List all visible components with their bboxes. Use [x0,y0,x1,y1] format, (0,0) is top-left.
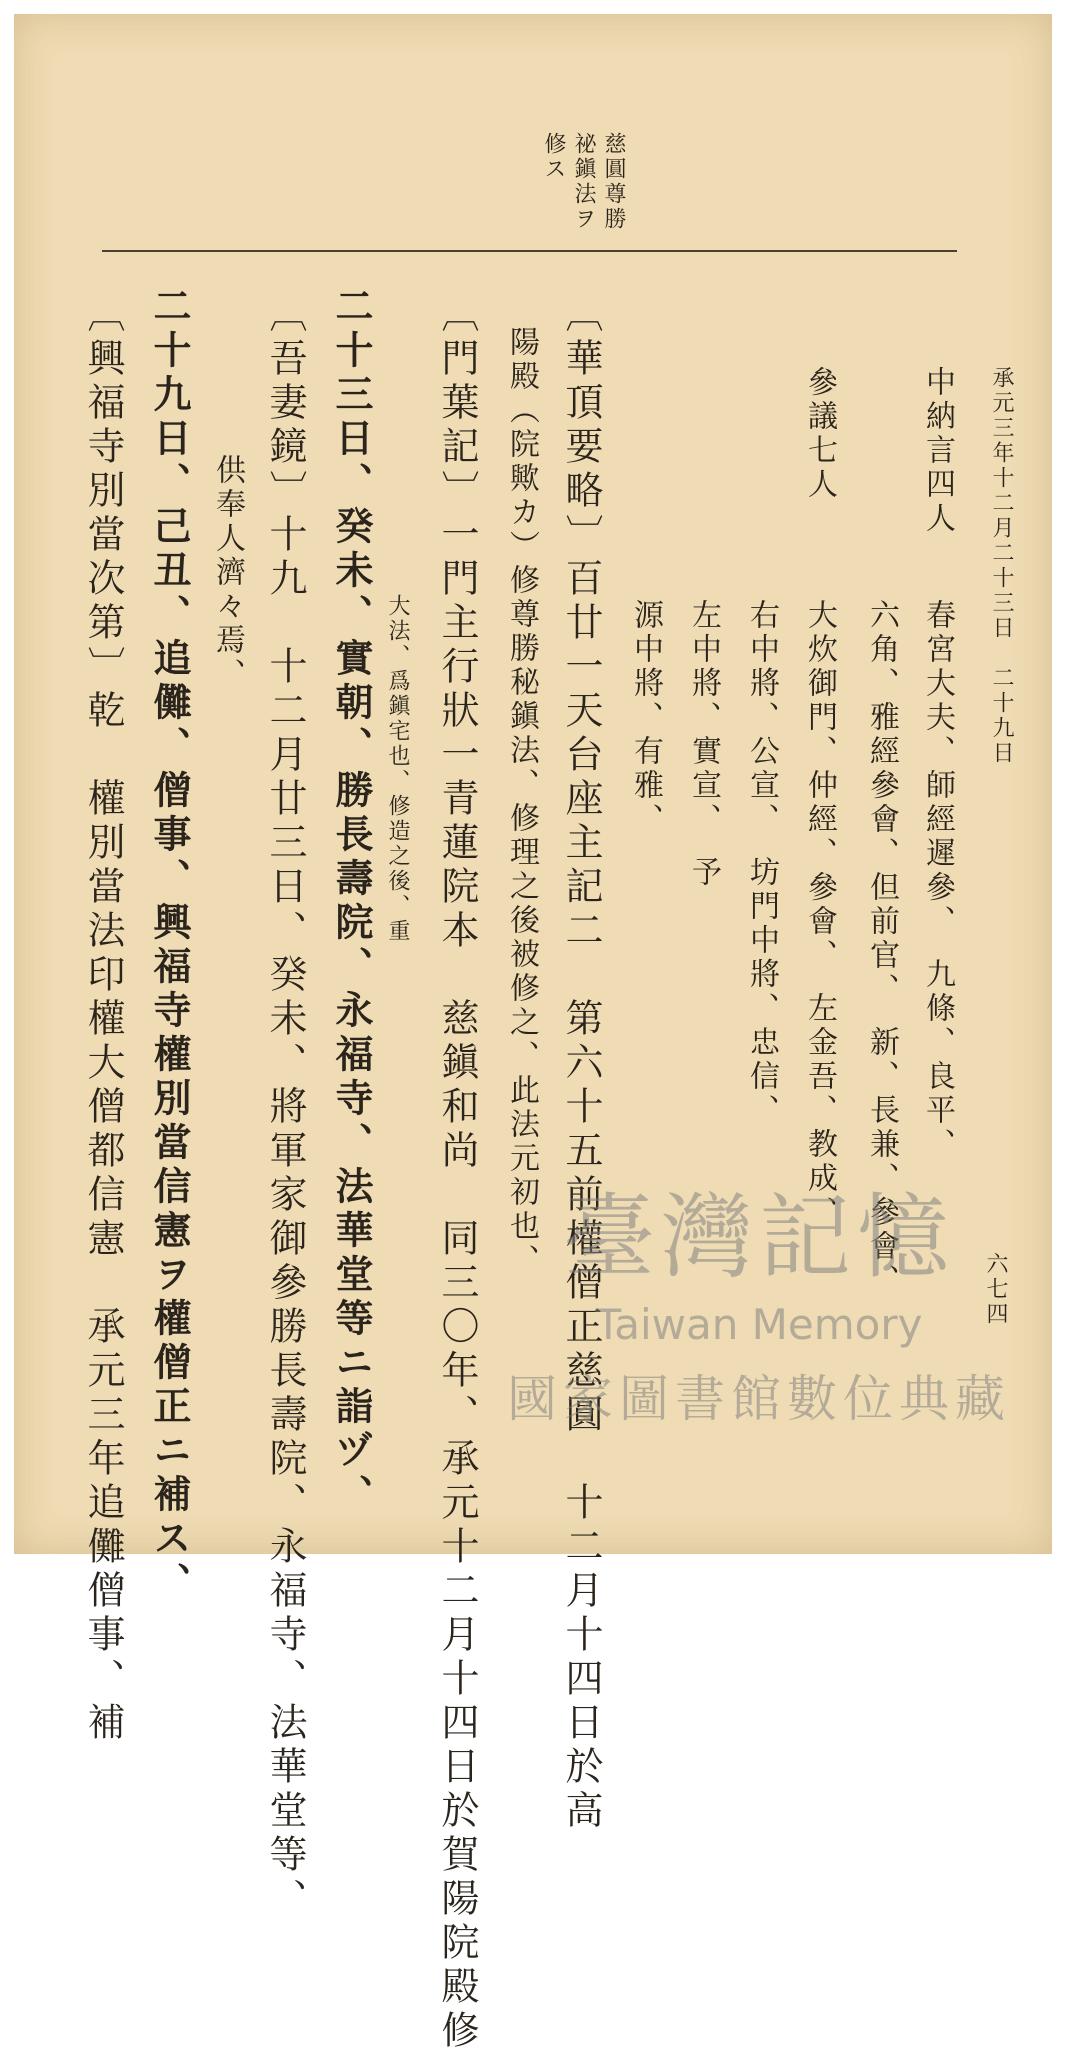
text-column-14: 〔吾妻鏡〕十九 十二月廿三日、癸未、將軍家御參勝長壽院、永福寺、法華堂等、 [263,294,307,1922]
text-column-5: 大炊御門、仲經、參會、 左金吾、教成、 [802,599,837,1230]
text-column-17: 〔興福寺別當次第〕乾 權別當法印權大僧都信憲 承元三年追儺僧事、補 [81,294,125,1746]
text-column-1: 中納言四人 [920,366,955,536]
running-head: 承元三年十二月二十三日 二十九日 [989,366,1014,766]
text-column-15: 供奉人濟々焉、 [210,454,245,692]
text-column-3: 六角、雅經參會、但前官、 新、長兼、參會、 [864,599,899,1298]
text-column-13: 二十三日、癸未、實朝、勝長壽院、永福寺、法華堂等ニ詣ヅ、 [329,286,374,1518]
text-column-12: 大法、爲鎭宅也、修造之後、重 [385,594,410,944]
side-note-line-1: 慈圓尊勝 [601,132,626,232]
side-note-line-2: 祕鎭法ヲ [571,132,596,232]
text-column-7: 左中將、實宣、 予 [686,599,721,890]
watermark [504,1164,1014,1474]
text-column-6: 右中將、公宣、 坊門中將、忠信、 [744,599,779,1128]
watermark-english: Taiwan Memory [595,1300,923,1349]
watermark-library: 國家圖書館數位典藏 [507,1370,1011,1428]
text-column-2: 春宮大夫、師經遲參、 九條、良平、 [920,599,955,1162]
text-column-10: 陽殿（院歟カ）修尊勝秘鎭法、修理之後被修之、此法元初也、 [504,326,539,1278]
text-column-16: 二十九日、己丑、追儺、僧事、興福寺權別當信憲ヲ權僧正ニ補ス、 [147,286,192,1606]
text-column-4: 參議七人 [802,366,837,502]
text-column-11: 〔門葉記〕一門主行狀一青蓮院本 慈鎭和尚 同三〇年、承元十二月十四日於賀陽院殿修 [435,294,479,2054]
page-number: 六七四 [983,1252,1008,1327]
book-page [14,14,1052,2054]
side-note-line-3: 修ス [541,132,566,182]
header-rule [102,250,957,252]
text-column-9: 〔華頂要略〕百廿一天台座主記二 第六十五前權僧正慈圓 十二月十四日於高 [559,294,603,1834]
text-column-8: 源中將、有雅、 [628,599,663,837]
watermark-title: 臺灣記憶 [562,1184,955,1291]
